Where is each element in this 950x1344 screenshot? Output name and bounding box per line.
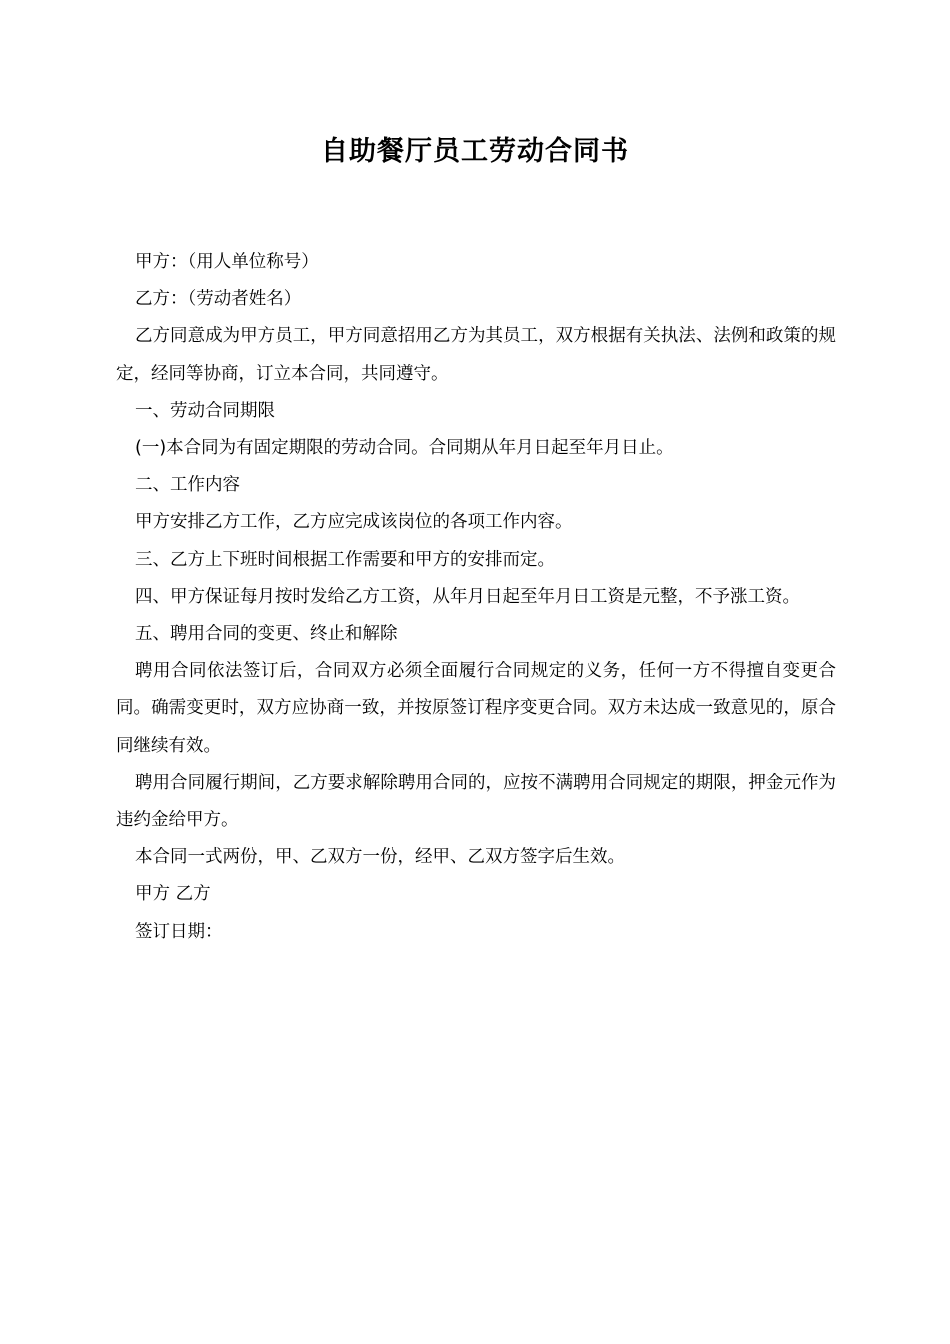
work-clause: 甲方安排乙方工作，乙方应完成该岗位的各项工作内容。 — [135, 512, 573, 533]
change-clause: 聘用合同依法签订后，合同双方必须全面履行合同规定的义务，任何一方不得擅自变更合同。确需变更时，双方应协商一致，并按原签订程序变更合同。双方未达成一致意见的，原合同继续有效。 — [116, 661, 836, 756]
signing-date-line: 签订日期： — [135, 921, 223, 942]
hours-clause: 三、乙方上下班时间根据工作需要和甲方的安排而定。 — [135, 549, 555, 570]
wage-clause: 四、甲方保证每月按时发给乙方工资，从年月日起至年月日工资是元整，不予涨工资。 — [135, 586, 800, 607]
termination-clause: 聘用合同履行期间，乙方要求解除聘用合同的，应按不满聘用合同规定的期限，押金元作为违约金给甲方。 — [116, 772, 836, 831]
copies-clause: 本合同一式两份，甲、乙双方一份，经甲、乙双方签字后生效。 — [135, 847, 625, 868]
section-heading-change: 五、聘用合同的变更、终止和解除 — [135, 624, 398, 645]
document-body — [116, 244, 836, 951]
party-b-line: 乙方：（劳动者姓名） — [135, 289, 302, 310]
section-heading-term: 一、劳动合同期限 — [135, 400, 275, 421]
party-a-line: 甲方：（用人单位称号） — [135, 252, 319, 272]
section-heading-work: 二、工作内容 — [135, 475, 240, 496]
document-title: 自助餐厅员工劳动合同书 — [321, 136, 629, 167]
term-clause: (一)本合同为有固定期限的劳动合同。合同期从年月日起至年月日止。 — [135, 438, 674, 459]
signature-line: 甲方 乙方 — [135, 884, 211, 905]
preamble-paragraph: 乙方同意成为甲方员工，甲方同意招用乙方为其员工，双方根据有关执法、法例和政策的规定，经同等协商，订立本合同，共同遵守。 — [116, 326, 836, 384]
